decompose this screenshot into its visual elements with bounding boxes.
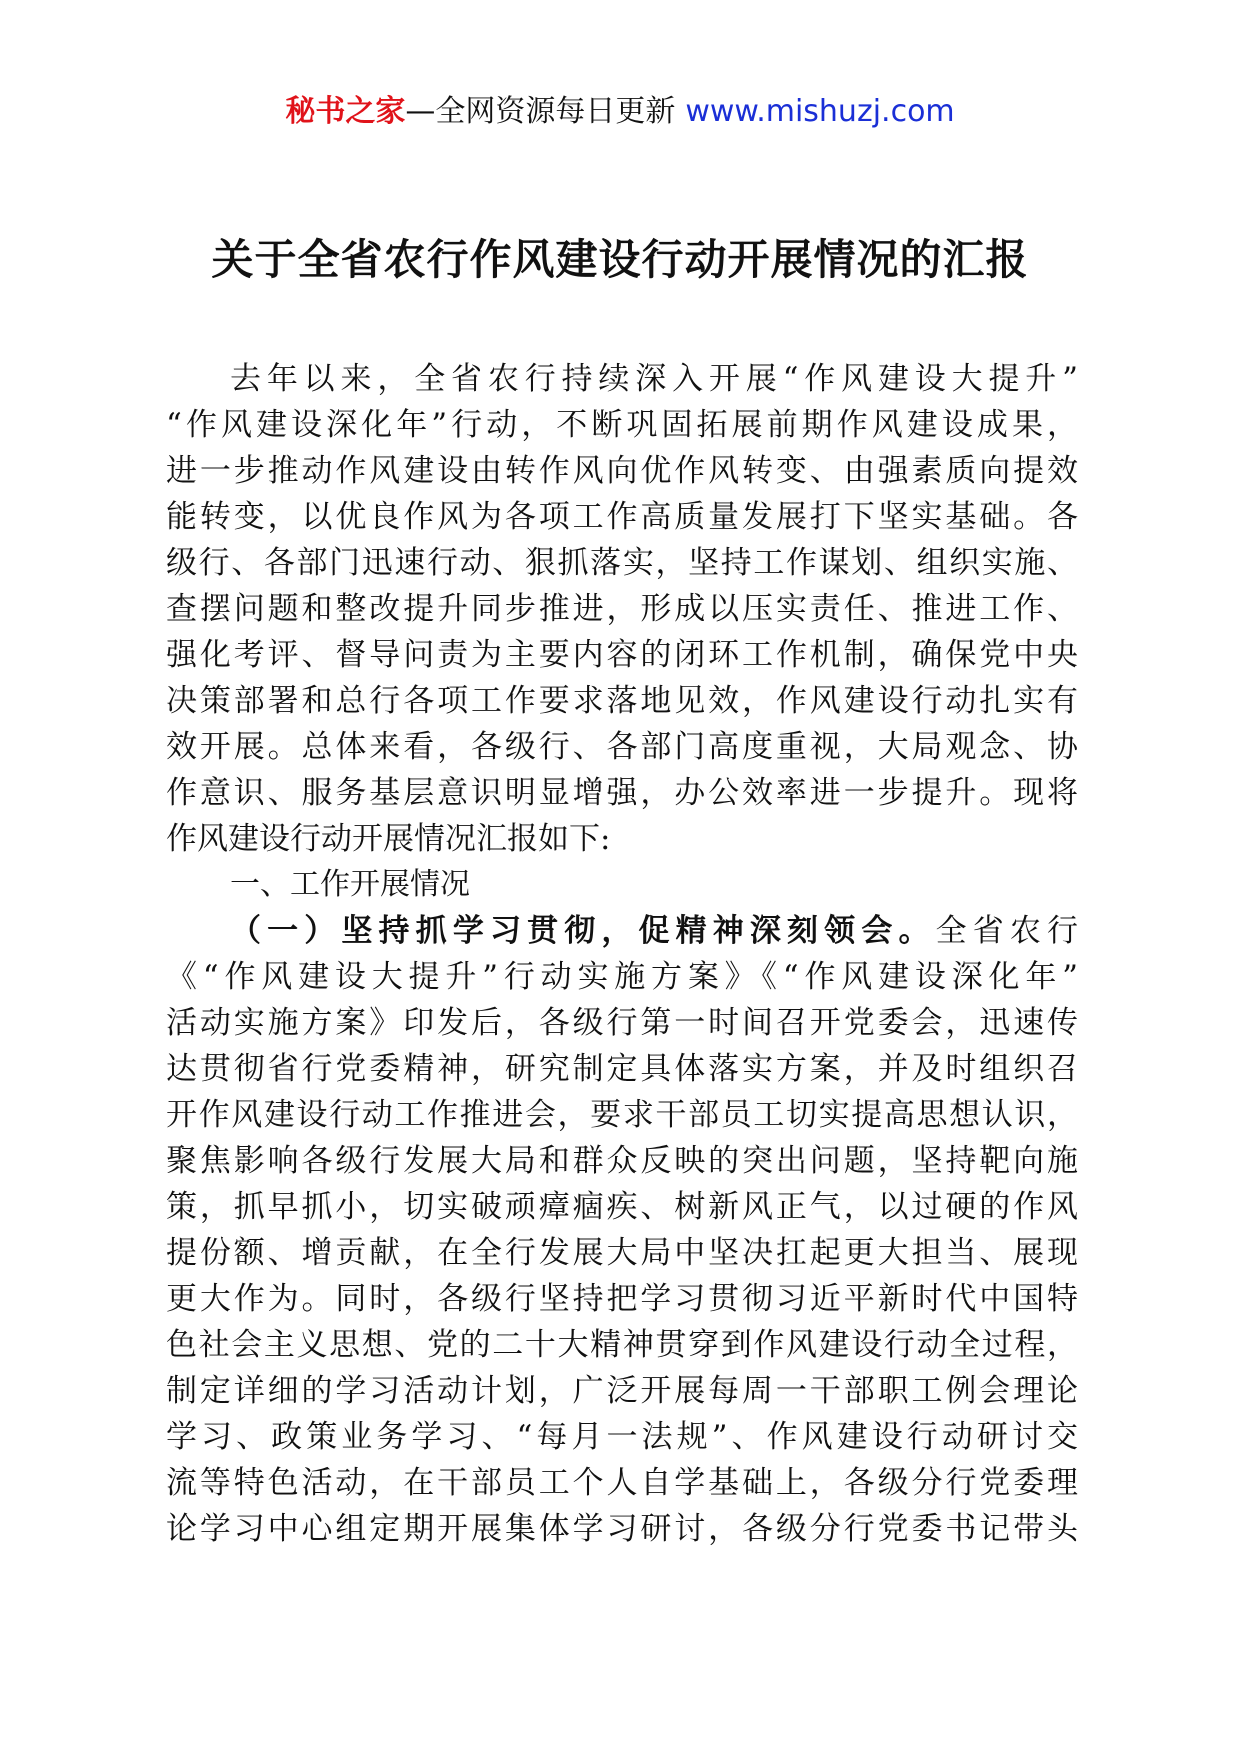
text-line: 开作风建设行动工作推进会，要求干部员工切实提高思想认识，	[166, 1097, 1078, 1133]
header-banner	[0, 92, 1240, 132]
text-line: 学习、政策业务学习、“每月一法规”、作风建设行动研讨交	[166, 1419, 1078, 1455]
text-line: 提份额、增贡献，在全行发展大局中坚决扛起更大担当、展现	[166, 1235, 1078, 1271]
text-line: 去年以来，全省农行持续深入开展“作风建设大提升”	[230, 361, 1078, 397]
text-line: 更大作为。同时，各级行坚持把学习贯彻习近平新时代中国特	[166, 1281, 1078, 1317]
text-span: 全省农行	[935, 913, 1078, 949]
text-line: 达贯彻省行党委精神，研究制定具体落实方案，并及时组织召	[166, 1051, 1078, 1087]
paragraph-2	[166, 908, 1078, 1552]
text-line: 活动实施方案》印发后，各级行第一时间召开党委会，迅速传	[166, 1005, 1078, 1041]
site-url-link[interactable]: www.mishuzj.com	[685, 94, 955, 129]
text-line: 级行、各部门迅速行动、狠抓落实，坚持工作谋划、组织实施、	[166, 545, 1078, 581]
text-line: 《“作风建设大提升”行动实施方案》《“作风建设深化年”	[166, 959, 1078, 995]
text-line: 查摆问题和整改提升同步推进，形成以压实责任、推进工作、	[166, 591, 1078, 627]
text-line: “作风建设深化年”行动，不断巩固拓展前期作风建设成果，	[166, 407, 1078, 443]
text-line: 聚焦影响各级行发展大局和群众反映的突出问题，坚持靶向施	[166, 1143, 1078, 1179]
section-heading: 一、工作开展情况	[230, 867, 470, 902]
text-line: 论学习中心组定期开展集体学习研讨，各级分行党委书记带头	[166, 1511, 1078, 1547]
text-line: 能转变，以优良作风为各项工作高质量发展打下坚实基础。各	[166, 499, 1078, 535]
text-line: 制定详细的学习活动计划，广泛开展每周一干部职工例会理论	[166, 1373, 1078, 1409]
text-line: 策，抓早抓小，切实破顽瘴痼疾、树新风正气，以过硬的作风	[166, 1189, 1078, 1225]
text-line: 作意识、服务基层意识明显增强，办公效率进一步提升。现将	[166, 775, 1078, 811]
brand-name: 秘书之家	[285, 94, 406, 129]
text-line: 流等特色活动，在干部员工个人自学基础上，各级分行党委理	[166, 1465, 1078, 1501]
document-body	[166, 356, 1078, 1552]
text-line: 强化考评、督导问责为主要内容的闭环工作机制，确保党中央	[166, 637, 1078, 673]
text-line: 进一步推动作风建设由转作风向优作风转变、由强素质向提效	[166, 453, 1078, 489]
paragraph-1	[166, 356, 1078, 862]
header-slogan: —全网资源每日更新	[405, 94, 676, 129]
text-line: 决策部署和总行各项工作要求落地见效，作风建设行动扎实有	[166, 683, 1078, 719]
text-line: 作风建设行动开展情况汇报如下:	[166, 821, 611, 857]
document-title: 关于全省农行作风建设行动开展情况的汇报	[211, 235, 1029, 284]
subsection-heading: （一）坚持抓学习贯彻，促精神深刻领会。	[230, 913, 936, 949]
text-line: 色社会主义思想、党的二十大精神贯穿到作风建设行动全过程，	[166, 1327, 1078, 1363]
text-line: 效开展。总体来看，各级行、各部门高度重视，大局观念、协	[166, 729, 1078, 765]
subsection-first-line	[166, 908, 1078, 954]
